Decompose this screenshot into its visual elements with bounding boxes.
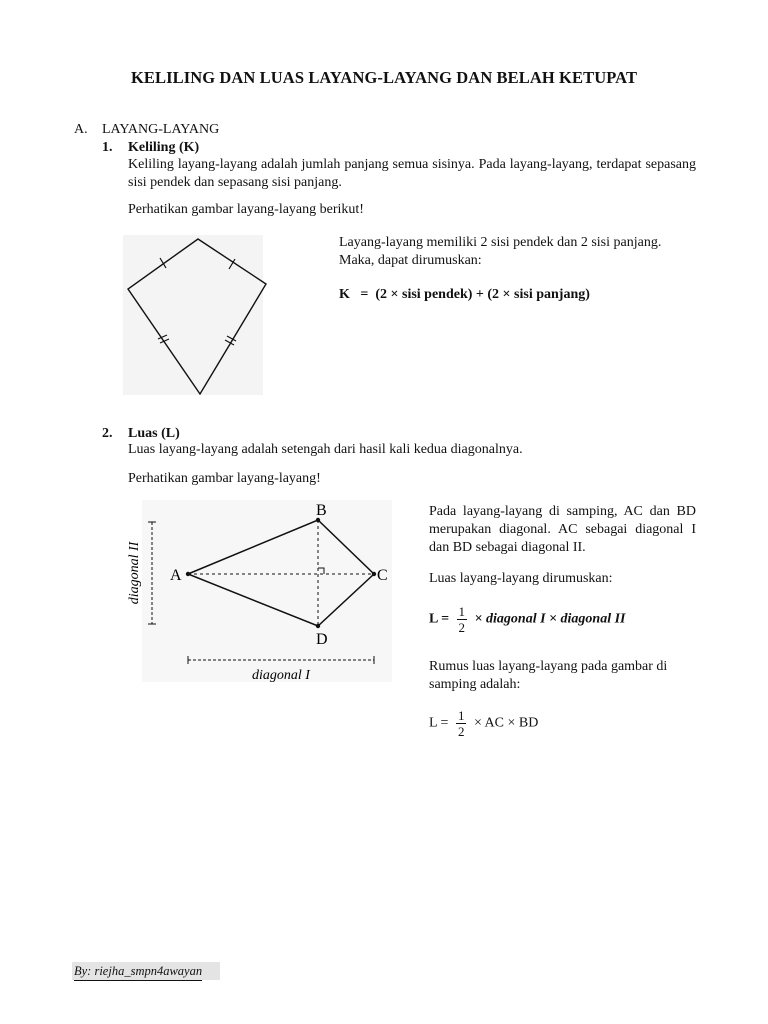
diagonal-ii-label: diagonal II [127,541,142,605]
page-title: KELILING DAN LUAS LAYANG-LAYANG DAN BELAH KETUPAT [130,68,638,87]
item1-instruction: Perhatikan gambar layang-layang berikut! [128,202,364,217]
label-c: C [377,567,388,584]
formula-rhs: × diagonal I × diagonal II [474,611,626,627]
diagonal-i-label: diagonal I [252,668,310,683]
label-a: A [170,567,182,584]
footer-credit: By: riejha_smpn4awayan [74,964,202,981]
area-formula-example [429,708,538,739]
item2-area-intro: Luas layang-layang dirumuskan: [429,571,613,586]
area-formula-general [429,604,625,635]
item1-paragraph: Keliling layang-layang adalah jumlah panjang semua sisinya. Pada layang-layang, terdapat sepasang sisi pendek dan sepasang sisi panjang. [128,157,696,190]
item2-heading: Luas (L) [128,426,180,441]
item2-instruction: Perhatikan gambar layang-layang! [128,471,321,486]
fraction-half: $\frac{1}{2}$ [458,604,466,635]
item2-paragraph: Luas layang-layang adalah setengah dari hasil kali kedua diagonalnya. [128,442,523,457]
fraction-half: $\frac{1}{2}$ [457,708,465,739]
item1-heading: Keliling (K) [128,140,200,155]
section-heading: LAYANG-LAYANG [102,122,220,137]
label-b: B [316,502,327,519]
point-a [186,572,190,576]
formula-lhs: L = [429,715,449,731]
point-d [316,624,320,628]
item1-right-text: Layang-layang memiliki 2 sisi pendek dan 2 sisi panjang. Maka, dapat dirumuskan: [339,235,662,268]
section-letter: A. [74,122,88,137]
item2-right-paragraph: Pada layang-layang di samping, AC dan BD merupakan diagonal. AC sebagai diagonal I dan BD sebagai diagonal II. [429,504,696,555]
item2-example-intro: Rumus luas layang-layang pada gambar di samping adalah: [429,659,668,692]
kite-figure-1 [120,232,280,400]
kite-figure-2 [122,496,394,686]
formula-lhs: L = [429,611,450,627]
item1-number: 1. [102,140,113,155]
formula-rhs: × AC × BD [473,715,539,731]
perimeter-formula: K = (2 × sisi pendek) + (2 × sisi panjang) [339,287,590,302]
label-d: D [316,631,328,648]
item2-number: 2. [102,426,113,441]
point-c [372,572,376,576]
